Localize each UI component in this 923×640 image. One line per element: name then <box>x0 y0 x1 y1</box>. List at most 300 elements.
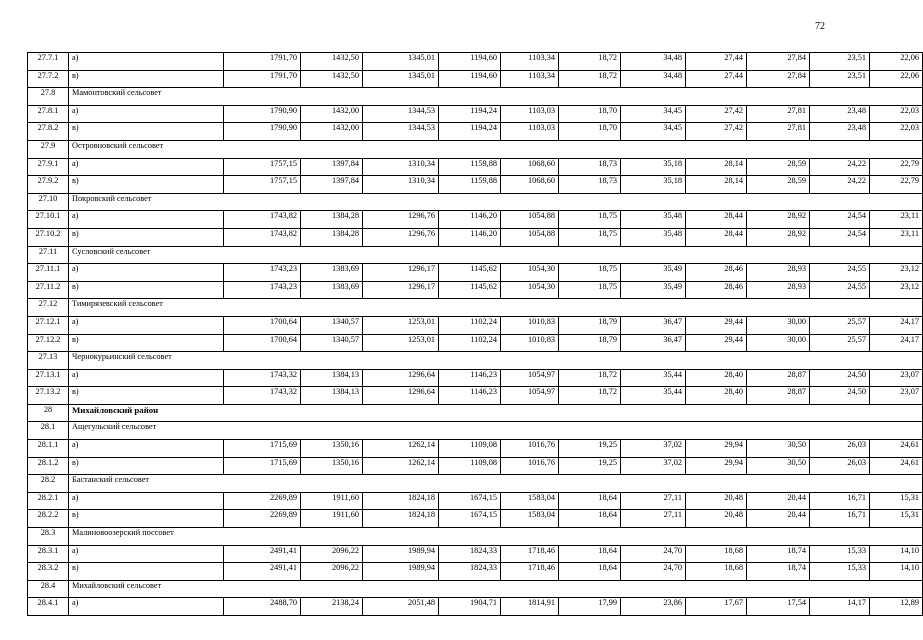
value-cell: 23,11 <box>870 211 923 229</box>
value-cell: 28,87 <box>747 387 810 405</box>
row-subitem: в) <box>69 123 224 141</box>
row-code: 27.8 <box>28 88 69 106</box>
value-cell: 1790,90 <box>224 123 301 141</box>
value-cell: 24,50 <box>810 387 870 405</box>
value-cell: 28,92 <box>747 211 810 229</box>
value-cell: 2096,22 <box>301 545 363 563</box>
value-cell: 15,33 <box>810 563 870 581</box>
value-cell: 2269,89 <box>224 510 301 528</box>
value-cell: 28,87 <box>747 369 810 387</box>
table-row <box>28 281 923 299</box>
value-cell: 28,44 <box>686 211 747 229</box>
value-cell: 15,31 <box>870 510 923 528</box>
settlement-name: Михайловский сельсовет <box>69 580 923 598</box>
value-cell: 18,75 <box>559 264 621 282</box>
district-name: Михайловский район <box>69 404 923 422</box>
value-cell: 23,07 <box>870 387 923 405</box>
value-cell: 1583,04 <box>501 510 559 528</box>
value-cell: 15,31 <box>870 492 923 510</box>
table-row <box>28 457 923 475</box>
value-cell: 18,74 <box>747 545 810 563</box>
section-header-row <box>28 475 923 493</box>
value-cell: 35,18 <box>621 176 686 194</box>
value-cell: 18,73 <box>559 176 621 194</box>
value-cell: 24,61 <box>870 440 923 458</box>
value-cell: 1310,34 <box>363 158 439 176</box>
value-cell: 1583,04 <box>501 492 559 510</box>
section-header-row <box>28 299 923 317</box>
value-cell: 1310,34 <box>363 176 439 194</box>
row-code: 27.11 <box>28 246 69 264</box>
value-cell: 27,84 <box>747 53 810 71</box>
value-cell: 35,49 <box>621 264 686 282</box>
value-cell: 27,11 <box>621 492 686 510</box>
value-cell: 22,06 <box>870 53 923 71</box>
row-code: 27.11.2 <box>28 281 69 299</box>
row-code: 28.1.1 <box>28 440 69 458</box>
value-cell: 37,02 <box>621 457 686 475</box>
row-subitem: в) <box>69 563 224 581</box>
value-cell: 28,40 <box>686 387 747 405</box>
value-cell: 1145,62 <box>439 264 501 282</box>
section-header-row <box>28 88 923 106</box>
value-cell: 1262,14 <box>363 457 439 475</box>
value-cell: 1384,28 <box>301 211 363 229</box>
value-cell: 18,70 <box>559 123 621 141</box>
value-cell: 1743,23 <box>224 264 301 282</box>
row-subitem: а) <box>69 598 224 616</box>
value-cell: 2488,70 <box>224 598 301 616</box>
value-cell: 1911,60 <box>301 510 363 528</box>
value-cell: 1159,88 <box>439 176 501 194</box>
value-cell: 1757,15 <box>224 158 301 176</box>
value-cell: 1296,17 <box>363 281 439 299</box>
row-code: 28 <box>28 404 69 422</box>
value-cell: 23,48 <box>810 123 870 141</box>
value-cell: 19,25 <box>559 457 621 475</box>
value-cell: 1715,69 <box>224 457 301 475</box>
value-cell: 28,93 <box>747 264 810 282</box>
value-cell: 30,50 <box>747 440 810 458</box>
value-cell: 25,57 <box>810 334 870 352</box>
row-subitem: а) <box>69 264 224 282</box>
value-cell: 36,47 <box>621 316 686 334</box>
value-cell: 26,03 <box>810 457 870 475</box>
value-cell: 17,54 <box>747 598 810 616</box>
row-code: 27.13.1 <box>28 369 69 387</box>
value-cell: 1397,84 <box>301 158 363 176</box>
value-cell: 23,51 <box>810 70 870 88</box>
row-subitem: а) <box>69 440 224 458</box>
value-cell: 1103,34 <box>501 70 559 88</box>
tariff-table <box>27 52 923 616</box>
row-code: 28.4.1 <box>28 598 69 616</box>
row-code: 28.4 <box>28 580 69 598</box>
value-cell: 24,55 <box>810 264 870 282</box>
row-subitem: а) <box>69 211 224 229</box>
value-cell: 1700,64 <box>224 334 301 352</box>
value-cell: 1824,33 <box>439 563 501 581</box>
row-subitem: в) <box>69 176 224 194</box>
table-row <box>28 440 923 458</box>
value-cell: 24,17 <box>870 334 923 352</box>
row-subitem: в) <box>69 70 224 88</box>
value-cell: 1194,60 <box>439 53 501 71</box>
value-cell: 15,33 <box>810 545 870 563</box>
value-cell: 2051,48 <box>363 598 439 616</box>
settlement-name: Ащегульский сельсовет <box>69 422 923 440</box>
value-cell: 1743,23 <box>224 281 301 299</box>
value-cell: 1194,60 <box>439 70 501 88</box>
settlement-name: Покровский сельсовет <box>69 193 923 211</box>
table-row <box>28 105 923 123</box>
row-code: 28.1 <box>28 422 69 440</box>
settlement-name: Чернокурьинский сельсовет <box>69 352 923 370</box>
value-cell: 1384,13 <box>301 369 363 387</box>
value-cell: 24,50 <box>810 369 870 387</box>
value-cell: 1790,90 <box>224 105 301 123</box>
value-cell: 23,11 <box>870 228 923 246</box>
value-cell: 18,75 <box>559 228 621 246</box>
value-cell: 1350,16 <box>301 440 363 458</box>
table-row <box>28 316 923 334</box>
value-cell: 1054,97 <box>501 369 559 387</box>
settlement-name: Мамонтовский сельсовет <box>69 88 923 106</box>
value-cell: 1054,30 <box>501 281 559 299</box>
value-cell: 18,64 <box>559 492 621 510</box>
row-code: 27.10 <box>28 193 69 211</box>
value-cell: 22,03 <box>870 123 923 141</box>
value-cell: 30,00 <box>747 316 810 334</box>
row-subitem: в) <box>69 228 224 246</box>
value-cell: 1016,76 <box>501 457 559 475</box>
value-cell: 1340,57 <box>301 334 363 352</box>
row-subitem: в) <box>69 510 224 528</box>
value-cell: 25,57 <box>810 316 870 334</box>
value-cell: 18,72 <box>559 387 621 405</box>
value-cell: 1146,20 <box>439 211 501 229</box>
value-cell: 1757,15 <box>224 176 301 194</box>
value-cell: 1432,00 <box>301 123 363 141</box>
value-cell: 28,59 <box>747 158 810 176</box>
value-cell: 26,03 <box>810 440 870 458</box>
table-row <box>28 70 923 88</box>
value-cell: 1904,71 <box>439 598 501 616</box>
table-row <box>28 264 923 282</box>
value-cell: 1010,83 <box>501 316 559 334</box>
value-cell: 1674,15 <box>439 510 501 528</box>
row-subitem: в) <box>69 457 224 475</box>
value-cell: 35,44 <box>621 387 686 405</box>
value-cell: 18,79 <box>559 334 621 352</box>
value-cell: 27,42 <box>686 123 747 141</box>
value-cell: 1194,24 <box>439 105 501 123</box>
row-subitem: а) <box>69 316 224 334</box>
value-cell: 1911,60 <box>301 492 363 510</box>
value-cell: 1296,17 <box>363 264 439 282</box>
value-cell: 14,10 <box>870 563 923 581</box>
value-cell: 18,79 <box>559 316 621 334</box>
value-cell: 18,64 <box>559 510 621 528</box>
value-cell: 1054,30 <box>501 264 559 282</box>
district-header-row <box>28 404 923 422</box>
row-subitem: а) <box>69 369 224 387</box>
value-cell: 2491,41 <box>224 545 301 563</box>
value-cell: 1743,32 <box>224 387 301 405</box>
value-cell: 1253,01 <box>363 316 439 334</box>
value-cell: 1016,76 <box>501 440 559 458</box>
value-cell: 1054,88 <box>501 228 559 246</box>
value-cell: 18,70 <box>559 105 621 123</box>
table-row <box>28 334 923 352</box>
value-cell: 1010,83 <box>501 334 559 352</box>
settlement-name: Бастанский сельсовет <box>69 475 923 493</box>
row-code: 27.9.1 <box>28 158 69 176</box>
value-cell: 2138,24 <box>301 598 363 616</box>
value-cell: 18,75 <box>559 211 621 229</box>
value-cell: 29,94 <box>686 440 747 458</box>
table-row <box>28 545 923 563</box>
page-number: 72 <box>815 21 825 32</box>
value-cell: 20,48 <box>686 492 747 510</box>
value-cell: 2491,41 <box>224 563 301 581</box>
row-code: 28.2.1 <box>28 492 69 510</box>
value-cell: 28,44 <box>686 228 747 246</box>
value-cell: 29,44 <box>686 316 747 334</box>
row-code: 28.3.2 <box>28 563 69 581</box>
value-cell: 27,11 <box>621 510 686 528</box>
row-code: 27.11.1 <box>28 264 69 282</box>
value-cell: 1345,01 <box>363 70 439 88</box>
value-cell: 28,59 <box>747 176 810 194</box>
value-cell: 27,84 <box>747 70 810 88</box>
row-subitem: в) <box>69 334 224 352</box>
value-cell: 2269,89 <box>224 492 301 510</box>
value-cell: 1194,24 <box>439 123 501 141</box>
value-cell: 1989,94 <box>363 545 439 563</box>
settlement-name: Островновский сельсовет <box>69 140 923 158</box>
value-cell: 1700,64 <box>224 316 301 334</box>
value-cell: 28,40 <box>686 369 747 387</box>
value-cell: 34,45 <box>621 123 686 141</box>
value-cell: 1715,69 <box>224 440 301 458</box>
value-cell: 1432,50 <box>301 70 363 88</box>
value-cell: 35,48 <box>621 228 686 246</box>
value-cell: 24,55 <box>810 281 870 299</box>
value-cell: 1296,64 <box>363 369 439 387</box>
row-subitem: а) <box>69 158 224 176</box>
value-cell: 1432,50 <box>301 53 363 71</box>
value-cell: 28,93 <box>747 281 810 299</box>
value-cell: 12,89 <box>870 598 923 616</box>
row-code: 28.2.2 <box>28 510 69 528</box>
value-cell: 2096,22 <box>301 563 363 581</box>
value-cell: 24,70 <box>621 545 686 563</box>
value-cell: 1253,01 <box>363 334 439 352</box>
value-cell: 35,48 <box>621 211 686 229</box>
table-row <box>28 563 923 581</box>
value-cell: 1296,76 <box>363 228 439 246</box>
row-code: 27.13 <box>28 352 69 370</box>
value-cell: 27,81 <box>747 105 810 123</box>
row-subitem: а) <box>69 545 224 563</box>
value-cell: 1103,34 <box>501 53 559 71</box>
table-row <box>28 123 923 141</box>
value-cell: 37,02 <box>621 440 686 458</box>
value-cell: 22,06 <box>870 70 923 88</box>
value-cell: 20,48 <box>686 510 747 528</box>
value-cell: 30,50 <box>747 457 810 475</box>
row-subitem: а) <box>69 53 224 71</box>
value-cell: 1103,03 <box>501 123 559 141</box>
section-header-row <box>28 528 923 546</box>
value-cell: 18,72 <box>559 369 621 387</box>
value-cell: 36,47 <box>621 334 686 352</box>
value-cell: 34,45 <box>621 105 686 123</box>
row-subitem: в) <box>69 387 224 405</box>
value-cell: 19,25 <box>559 440 621 458</box>
row-code: 28.3 <box>28 528 69 546</box>
value-cell: 14,10 <box>870 545 923 563</box>
table-row <box>28 510 923 528</box>
value-cell: 1296,76 <box>363 211 439 229</box>
value-cell: 1262,14 <box>363 440 439 458</box>
value-cell: 28,46 <box>686 281 747 299</box>
value-cell: 22,03 <box>870 105 923 123</box>
value-cell: 1103,03 <box>501 105 559 123</box>
value-cell: 1791,70 <box>224 53 301 71</box>
value-cell: 1718,46 <box>501 545 559 563</box>
value-cell: 1743,32 <box>224 369 301 387</box>
row-code: 28.2 <box>28 475 69 493</box>
value-cell: 23,07 <box>870 369 923 387</box>
settlement-name: Малиновоозерский поссовет <box>69 528 923 546</box>
value-cell: 1344,53 <box>363 123 439 141</box>
value-cell: 24,70 <box>621 563 686 581</box>
value-cell: 1068,60 <box>501 158 559 176</box>
row-code: 27.9.2 <box>28 176 69 194</box>
value-cell: 1102,24 <box>439 334 501 352</box>
value-cell: 24,22 <box>810 158 870 176</box>
row-code: 27.13.2 <box>28 387 69 405</box>
row-subitem: в) <box>69 281 224 299</box>
value-cell: 24,54 <box>810 228 870 246</box>
row-code: 27.9 <box>28 140 69 158</box>
row-code: 27.8.1 <box>28 105 69 123</box>
value-cell: 1146,23 <box>439 369 501 387</box>
value-cell: 23,51 <box>810 53 870 71</box>
table-row <box>28 211 923 229</box>
value-cell: 18,73 <box>559 158 621 176</box>
value-cell: 1345,01 <box>363 53 439 71</box>
row-code: 27.12.2 <box>28 334 69 352</box>
row-subitem: а) <box>69 105 224 123</box>
value-cell: 1145,62 <box>439 281 501 299</box>
value-cell: 29,44 <box>686 334 747 352</box>
value-cell: 24,17 <box>870 316 923 334</box>
value-cell: 1432,00 <box>301 105 363 123</box>
value-cell: 1102,24 <box>439 316 501 334</box>
value-cell: 27,42 <box>686 105 747 123</box>
value-cell: 18,75 <box>559 281 621 299</box>
value-cell: 23,12 <box>870 281 923 299</box>
table-row <box>28 492 923 510</box>
table-row <box>28 598 923 616</box>
value-cell: 18,72 <box>559 70 621 88</box>
value-cell: 1384,13 <box>301 387 363 405</box>
value-cell: 1791,70 <box>224 70 301 88</box>
value-cell: 28,14 <box>686 158 747 176</box>
table-row <box>28 176 923 194</box>
value-cell: 1159,88 <box>439 158 501 176</box>
value-cell: 1989,94 <box>363 563 439 581</box>
value-cell: 28,46 <box>686 264 747 282</box>
value-cell: 1109,08 <box>439 440 501 458</box>
value-cell: 1344,53 <box>363 105 439 123</box>
value-cell: 1109,08 <box>439 457 501 475</box>
settlement-name: Тимирязевский сельсовет <box>69 299 923 317</box>
value-cell: 28,92 <box>747 228 810 246</box>
value-cell: 1350,16 <box>301 457 363 475</box>
value-cell: 16,71 <box>810 492 870 510</box>
row-code: 27.10.2 <box>28 228 69 246</box>
value-cell: 1146,20 <box>439 228 501 246</box>
row-code: 28.3.1 <box>28 545 69 563</box>
row-code: 27.7.1 <box>28 53 69 71</box>
value-cell: 1824,18 <box>363 510 439 528</box>
row-code: 27.8.2 <box>28 123 69 141</box>
value-cell: 18,68 <box>686 563 747 581</box>
section-header-row <box>28 246 923 264</box>
value-cell: 35,49 <box>621 281 686 299</box>
value-cell: 1340,57 <box>301 316 363 334</box>
value-cell: 24,54 <box>810 211 870 229</box>
value-cell: 16,71 <box>810 510 870 528</box>
value-cell: 23,48 <box>810 105 870 123</box>
value-cell: 1814,91 <box>501 598 559 616</box>
value-cell: 30,00 <box>747 334 810 352</box>
value-cell: 17,67 <box>686 598 747 616</box>
value-cell: 34,48 <box>621 53 686 71</box>
value-cell: 1824,18 <box>363 492 439 510</box>
value-cell: 1383,69 <box>301 281 363 299</box>
value-cell: 22,79 <box>870 158 923 176</box>
value-cell: 1384,28 <box>301 228 363 246</box>
value-cell: 1146,23 <box>439 387 501 405</box>
value-cell: 22,79 <box>870 176 923 194</box>
value-cell: 18,64 <box>559 545 621 563</box>
value-cell: 24,22 <box>810 176 870 194</box>
value-cell: 1054,88 <box>501 211 559 229</box>
section-header-row <box>28 580 923 598</box>
value-cell: 24,61 <box>870 457 923 475</box>
value-cell: 1743,82 <box>224 228 301 246</box>
section-header-row <box>28 140 923 158</box>
value-cell: 17,99 <box>559 598 621 616</box>
table-row <box>28 158 923 176</box>
row-code: 27.7.2 <box>28 70 69 88</box>
row-subitem: а) <box>69 492 224 510</box>
value-cell: 1718,46 <box>501 563 559 581</box>
value-cell: 23,12 <box>870 264 923 282</box>
value-cell: 28,14 <box>686 176 747 194</box>
value-cell: 20,44 <box>747 492 810 510</box>
value-cell: 35,44 <box>621 369 686 387</box>
value-cell: 23,86 <box>621 598 686 616</box>
settlement-name: Сусловский сельсовет <box>69 246 923 264</box>
value-cell: 18,72 <box>559 53 621 71</box>
value-cell: 1397,84 <box>301 176 363 194</box>
